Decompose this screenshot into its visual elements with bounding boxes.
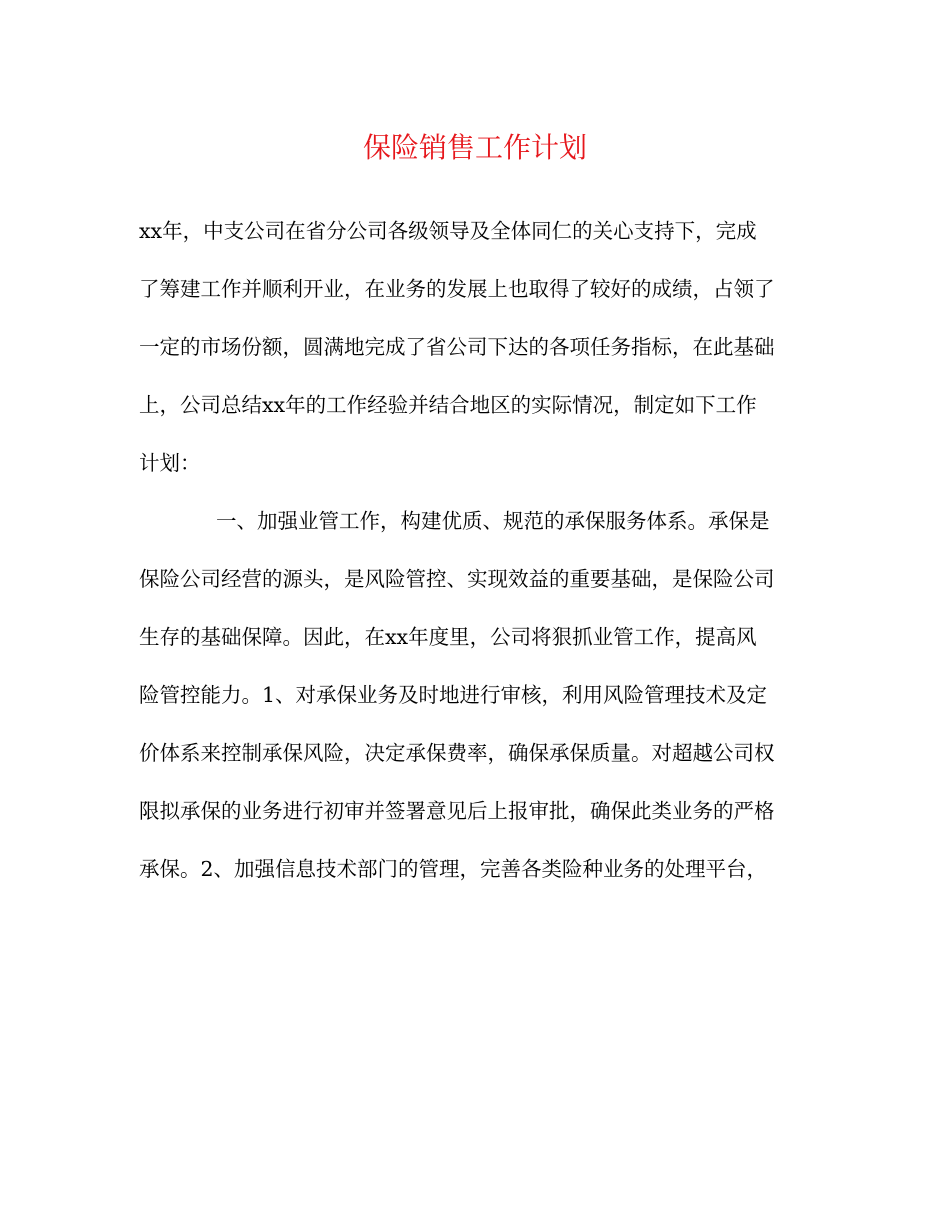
- body-line-section-heading: 一、加强业管工作，构建优质、规范的承保服务体系。承保是: [216, 509, 770, 533]
- body-line: 限拟承保的业务进行初审并签署意见后上报审批，确保此类业务的严格: [139, 799, 775, 823]
- body-line: 了筹建工作并顺利开业，在业务的发展上也取得了较好的成绩，占领了: [139, 277, 775, 301]
- body-line: 生存的基础保障。因此，在xx年度里，公司将狠抓业管工作，提高风: [139, 625, 757, 649]
- body-line: xx年，中支公司在省分公司各级领导及全体同仁的关心支持下，完成: [139, 219, 757, 243]
- document-title: 保险销售工作计划: [362, 131, 587, 164]
- body-line: 上，公司总结xx年的工作经验并结合地区的实际情况，制定如下工作: [139, 393, 757, 417]
- body-line: 一定的市场份额，圆满地完成了省公司下达的各项任务指标，在此基础: [139, 335, 775, 359]
- body-line: 保险公司经营的源头，是风险管控、实现效益的重要基础，是保险公司: [139, 567, 775, 591]
- body-line: 险管控能力。1、对承保业务及时地进行审核，利用风险管理技术及定: [139, 683, 768, 707]
- body-line: 承保。2、加强信息技术部门的管理，完善各类险种业务的处理平台，: [139, 857, 768, 881]
- body-line: 计划：: [139, 451, 201, 475]
- body-line: 价体系来控制承保风险，决定承保费率，确保承保质量。对超越公司权: [139, 741, 775, 765]
- document-body: [139, 208, 819, 904]
